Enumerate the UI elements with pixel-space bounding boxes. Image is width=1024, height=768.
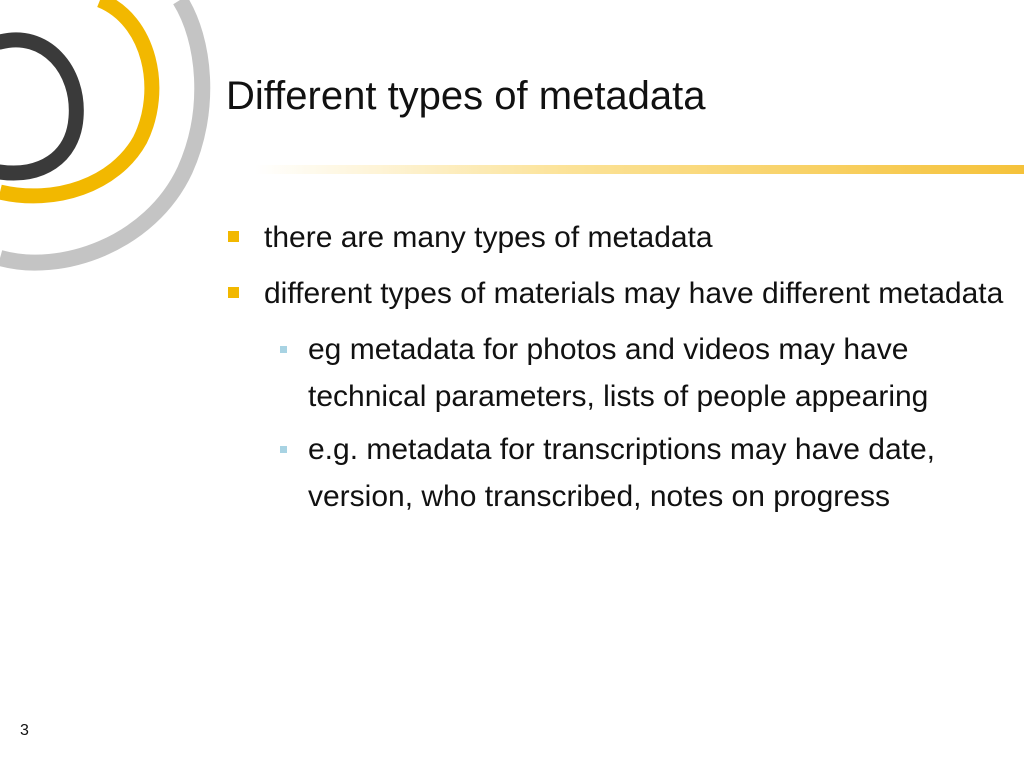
small-square-bullet-icon — [280, 446, 287, 453]
square-bullet-icon — [228, 231, 239, 242]
bullet-item — [226, 270, 1006, 317]
sub-bullet-text: eg metadata for photos and videos may have technical parameters, lists of people appearing — [308, 333, 929, 413]
small-square-bullet-icon — [280, 346, 287, 353]
title-underline — [255, 165, 1024, 174]
square-bullet-icon — [228, 287, 239, 298]
decorative-swirl-logo — [0, 0, 260, 300]
sub-bullet-item — [226, 326, 1006, 420]
bullet-item — [226, 214, 1006, 261]
sub-bullet-item — [226, 426, 1006, 520]
bullet-text: there are many types of metadata — [264, 221, 713, 254]
page-number: 3 — [20, 722, 29, 739]
bullet-text: different types of materials may have different metadata — [264, 277, 1004, 310]
slide-body — [226, 214, 1006, 526]
slide-title: Different types of metadata — [226, 74, 706, 118]
sub-bullet-text: e.g. metadata for transcriptions may have date, version, who transcribed, notes on progress — [308, 433, 935, 513]
